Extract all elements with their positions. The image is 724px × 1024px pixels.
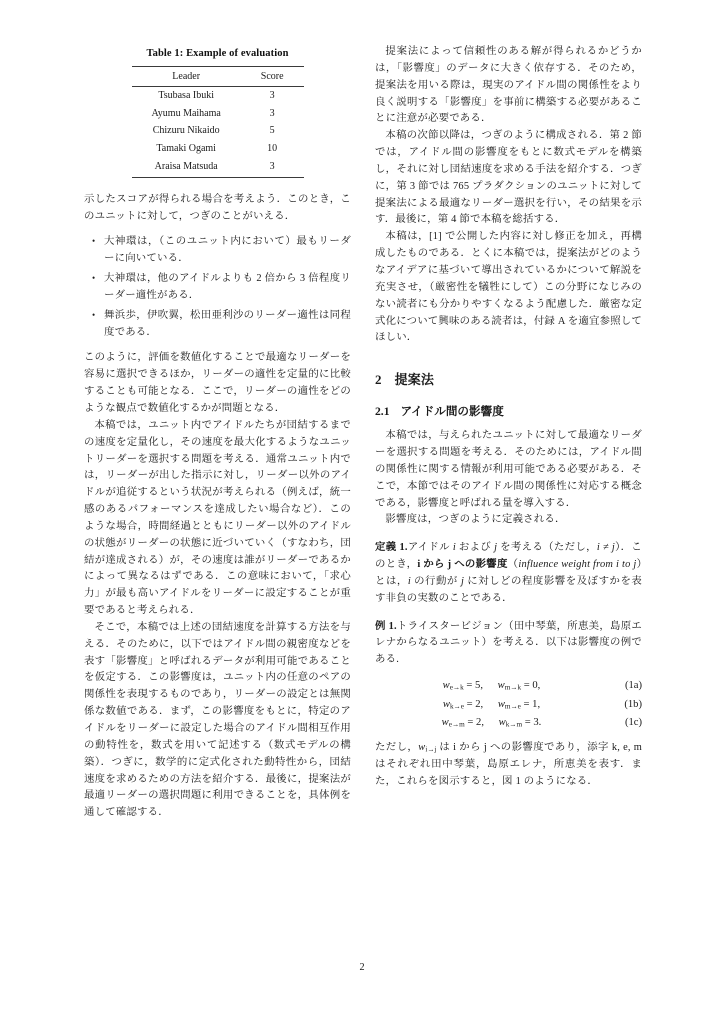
- table-row: [132, 104, 304, 122]
- cell-leader: Tsubasa Ibuki: [158, 89, 214, 101]
- equation-group-1: [375, 680, 642, 729]
- term-relation: =: [524, 717, 531, 729]
- equation-body: [375, 717, 608, 729]
- column-header-score: Score: [241, 67, 304, 87]
- term-subscript: k→m: [505, 720, 523, 729]
- definition-english-term: influence weight from i to j: [518, 559, 637, 571]
- term-value: 5: [475, 680, 481, 692]
- section-heading-2: [375, 369, 642, 388]
- example-label: 例 1.: [375, 620, 397, 632]
- term-value: 1: [532, 698, 538, 710]
- term-value: 0: [532, 680, 538, 692]
- table-1-block: [84, 48, 351, 178]
- equation-tag: (1b): [624, 698, 642, 710]
- term-relation: =: [466, 698, 473, 710]
- table-row: [132, 140, 304, 158]
- term-relation: =: [466, 680, 473, 692]
- list-item: • 大神環は，他のアイドルよりも 2 倍から 3 倍程度リーダー適性がある．: [104, 271, 351, 305]
- table-header-row: [132, 67, 304, 87]
- evaluation-table: [132, 66, 304, 178]
- term-value: 2: [475, 698, 481, 710]
- table-row: [132, 86, 304, 104]
- term-relation: =: [467, 717, 474, 729]
- left-paragraph-4: そこで，本稿では上述の団結速度を計算する方法を与える．そのために，以下ではアイドル間の親密度などを表す「影響度」と呼ばれるデータが利用可能であることを仮定する．この影響度は，ユニット内の任意のペアの関係性を表現するものであり，リーダーの設定とは無関係な数値である．まず，この影響度をもとに，特定のアイドルをリーダーに設定した場合のアイドル間相互作用の動特性を，数式を用いて記述する（数式モデルの構築）．つぎに，数学的に定式化された動特性から，団結速度を求めるための方法を紹介する．最後に，提案法が最適リーダーの選択問題に利用できることを，具体例を通して確認する．: [84, 621, 351, 819]
- para-6-subscript: i→j: [425, 745, 437, 754]
- para-6-text-b: は i から j への影響度であり，添字 k, e, m はそれぞれ田中琴葉，島原エレナ，所恵美を表す．また，これらを図示すると，図 1 のようになる．: [375, 741, 642, 787]
- right-paragraph-6: [375, 740, 642, 791]
- cell-leader: Chizuru Nikaido: [152, 125, 220, 137]
- section-number: 2: [375, 372, 382, 388]
- right-paragraph-5: 影響度は，つぎのように定義される．: [385, 514, 566, 526]
- definition-text-e: ）とは，: [375, 559, 643, 587]
- definition-bold-phrase: i から j への影響度: [417, 559, 508, 571]
- equation-row: [375, 699, 642, 711]
- term-subscript: m→k: [504, 683, 522, 692]
- term-relation: =: [523, 680, 530, 692]
- cell-leader: Tamaki Ogami: [156, 143, 216, 155]
- subsection-title: アイドル間の影響度: [400, 405, 504, 419]
- cell-leader: Araisa Matsuda: [132, 158, 241, 177]
- definition-text-f: の行動が: [410, 575, 462, 587]
- table-header: [132, 67, 304, 87]
- equation-term: [442, 717, 484, 729]
- left-column: [84, 44, 351, 944]
- term-relation: =: [523, 698, 530, 710]
- term-subscript: m→e: [504, 702, 521, 711]
- term-punct: ,: [480, 698, 484, 710]
- cell-score: 3: [269, 89, 275, 101]
- definition-condition: i ≠ j: [596, 542, 615, 554]
- term-base: w: [498, 717, 506, 729]
- term-punct: .: [538, 717, 542, 729]
- term-base: w: [441, 717, 449, 729]
- table-row: [132, 122, 304, 140]
- term-punct: ,: [537, 698, 541, 710]
- right-paragraph-2: 本稿の次節以降は，つぎのように構成される．第 2 節では，アイドル間の影響度をもとに数式モデルを構築し，それに対し団結速度を求める手法を紹介する．つぎに，第 3 節では 765 プラダクションのユニットに対して提案法による最適なリーダー選択を行い，その結果を示す．最後に，第 4 節で本稿を総括する．: [375, 130, 642, 226]
- definition-text-g: に対しどの程度影響を及ぼすかを表す非負の実数のことである．: [375, 575, 642, 604]
- definition-label: 定義 1.: [375, 542, 408, 554]
- equation-tag: (1c): [624, 717, 642, 729]
- left-paragraph-3: 本稿では，ユニット内でアイドルたちが団結するまでの速度を定量化し，その速度を最大化するようなユニットリーダーを選択する問題を考える．通常ユニット内では，リーダーが出した指示に対し，リーダー以外のアイドルが追従するという状況が考えられる（例えば，統一感のあるパフォーマンスを達成したい場合など）．このような場合，時間経過とともにリーダー以外のアイドルの状態がリーダーの状態に近づいていく（すなわち，団結が達成される）が，その速度は誰がリーダーであるかによって異なるはずである．この意味において，「求心力」が最も高いアイドルをリーダーに設定することが重要であると考えられる．: [84, 419, 351, 617]
- cell-score: 10: [267, 143, 278, 155]
- definition-var-j: j: [494, 542, 498, 554]
- table-caption: Table 1: Example of evaluation: [146, 48, 289, 59]
- definition-text-d: ）．このとき，: [375, 542, 642, 571]
- section-title: 提案法: [394, 372, 435, 388]
- term-base: w: [497, 698, 505, 710]
- para-6-text-a: ただし，: [375, 741, 419, 753]
- cell-score: 3: [241, 158, 304, 177]
- example-1-block: [375, 619, 642, 670]
- two-column-body: [84, 44, 642, 944]
- definition-text-a: アイドル: [407, 542, 453, 554]
- observation-bullet-list: [84, 234, 351, 341]
- equation-tag: (1a): [624, 680, 642, 692]
- term-base: w: [442, 698, 450, 710]
- list-item: • 大神環は，（このユニット内において）最もリーダーに向いている．: [104, 234, 351, 268]
- term-punct: ,: [537, 680, 541, 692]
- right-paragraph-1: 提案法によって信頼性のある解が得られるかどうかは，「影響度」のデータに大きく依存する．そのため，提案法を用いる際は，現実のアイドル間の関係性をより良く説明する「影響度」を事前に構築する必要があることに注意が必要である．: [375, 46, 642, 125]
- term-punct: ,: [480, 680, 483, 692]
- equation-term: [499, 717, 542, 729]
- column-header-leader: Leader: [132, 67, 241, 87]
- term-base: w: [442, 680, 450, 692]
- table-row: [132, 158, 304, 177]
- definition-var-i2: i: [407, 575, 411, 587]
- page-number: 2: [359, 962, 365, 973]
- equation-body: [375, 699, 608, 711]
- definition-1-block: 定義 1.アイドル i および j を考える（ただし，i ≠ j）．このとき，i から j への影響度（influence weight from i to j）とは，i の行動が j に対しどの程度影響を及ぼすかを表す非負の実数のことである．: [375, 542, 643, 604]
- term-punct: ,: [481, 717, 484, 729]
- definition-text-c: を考える（ただし，: [497, 542, 597, 554]
- example-text: トライスタービジョン（田中琴葉，所恵美，島原エレナからなるユニット）を考える．以下は影響度の例である.: [375, 620, 642, 666]
- table-body: [132, 86, 304, 177]
- equation-term: [498, 680, 541, 692]
- right-paragraph-3: 本稿は，[1] で公開した内容に対し修正を加え，再構成したものである．とくに本稿では，提案法がどのようなアイデアに基づいて導出されているかについて解説を充実させ，（厳密性を犠牲にして）この分野になじみのない読者にも分かりやすくなるよう配慮した．厳密な定式化について興味のある読者は，付録 A を適宜参照してほしい．: [375, 231, 642, 344]
- cell-score: 5: [269, 125, 275, 137]
- definition-text-b: および: [455, 542, 495, 554]
- cell-leader: Ayumu Maihama: [151, 107, 221, 119]
- definition-var-i: i: [452, 542, 456, 554]
- term-base: w: [497, 680, 505, 692]
- left-paragraph-2: このように，評価を数値化することで最適なリーダーを容易に選択できるほか，リーダーの適性を定量的に比較することも可能となる．ここで，リーダーの適性をどのような観点で数値化するかが問題となる．: [84, 352, 351, 414]
- equation-row: [375, 717, 642, 729]
- cell-score: 3: [269, 107, 275, 119]
- subsection-number: 2.1: [375, 405, 390, 419]
- term-value: 2: [476, 717, 482, 729]
- right-column: [375, 44, 642, 944]
- equation-term: [443, 699, 483, 711]
- equation-body: [375, 680, 608, 692]
- left-paragraph-1: 示したスコアが得られる場合を考えよう．このとき，このユニットに対して，つぎのことがいえる．: [84, 193, 351, 222]
- right-paragraph-4: 本稿では，与えられたユニットに対して最適なリーダーを選択する問題を考える．そのためには，アイドル間の関係性に関する情報が利用可能である必要がある．そこで，本節ではそのアイドル間の関係性に対応する概念である，影響度と呼ばれる量を導入する．: [375, 430, 642, 509]
- equation-term: [498, 699, 540, 711]
- term-value: 3: [533, 717, 539, 729]
- term-subscript: e→m: [448, 720, 465, 729]
- subsection-heading-2-1: [375, 403, 642, 419]
- equation-row: [375, 680, 642, 692]
- equation-term: [443, 680, 483, 692]
- term-subscript: e→k: [449, 683, 464, 692]
- list-item: • 舞浜歩，伊吹翼，松田亜利沙のリーダー適性は同程度である．: [104, 308, 351, 342]
- definition-var-j2: j: [461, 575, 465, 587]
- para-6-variable: w: [418, 741, 426, 753]
- term-subscript: k→e: [449, 702, 464, 711]
